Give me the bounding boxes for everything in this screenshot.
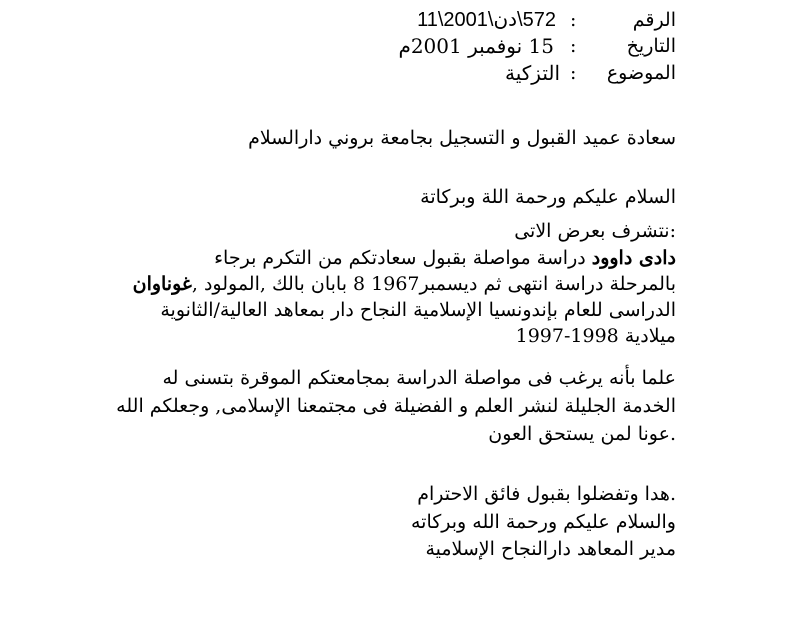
closing-line-1: .هدا وتفضلوا بقبول فائق الاحترام — [417, 483, 676, 505]
date-label: التاريخ — [626, 35, 676, 57]
subject-value: التزكية — [505, 61, 560, 85]
para2-line-1: علما بأنه يرغب فى مواصلة الدراسة بمجامعتكم الموقرة بتسنى له — [162, 367, 676, 389]
ref-value: 572\دن\2001\11 — [417, 9, 556, 31]
body-line-3: الدراسى للعام بإندونسيا الإسلامية النجاح دار بمعاهد العالية/الثانوية — [160, 299, 676, 321]
body-line-4: ميلادية 1998-1997 — [515, 325, 676, 347]
greeting: السلام عليكم ورحمة اللة وبركاتة — [420, 186, 676, 208]
student-name-first: دادى داوود — [591, 247, 676, 269]
body-line-1-text: دراسة مواصلة بقبول سعادتكم من التكرم برجاء — [214, 247, 592, 269]
date-value: 15 نوفمبر 2001م — [398, 34, 554, 58]
addressee: سعادة عميد القبول و التسجيل بجامعة بروني دارالسلام — [248, 127, 676, 149]
closing-line-2: والسلام عليكم ورحمة الله وبركاته — [410, 511, 676, 533]
signatory: مدير المعاهد دارالنجاح الإسلامية — [425, 538, 676, 560]
intro-line: :نتشرف بعرض الاتى — [514, 220, 676, 242]
para2-line-3: .عونا لمن يستحق العون — [488, 423, 676, 445]
subject-colon: : — [570, 62, 577, 84]
para2-line-2: الخدمة الجليلة لنشر العلم و الفضيلة فى مجتمعنا الإسلامى, وجعلكم الله — [116, 395, 676, 417]
ref-colon: : — [570, 9, 577, 31]
body-line-2-text: بالمرحلة دراسة انتهى ثم ديسمبر1967 8 بابان بالك ,المولود , — [191, 273, 676, 295]
ref-label: الرقم — [632, 9, 676, 31]
subject-label: الموضوع — [606, 62, 676, 84]
body-line-2 — [133, 272, 676, 296]
body-line-1 — [214, 246, 676, 270]
student-name-last: غوناوان — [132, 273, 192, 295]
date-colon: : — [570, 35, 577, 57]
